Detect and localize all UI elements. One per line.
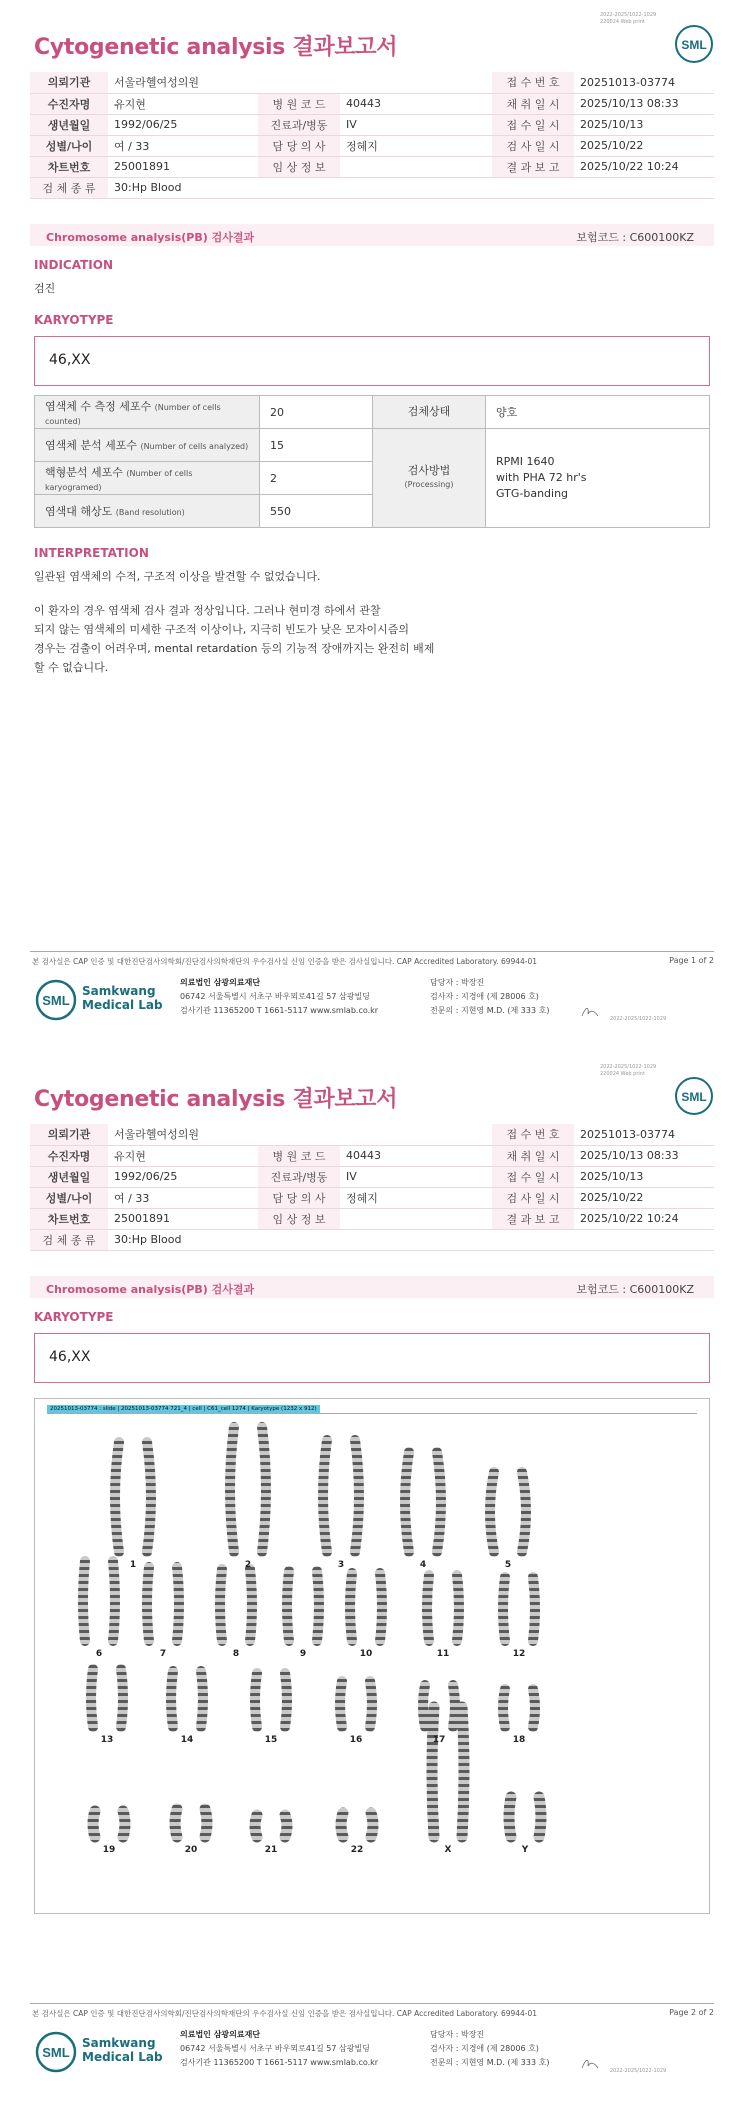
band-label-en: (Band resolution) (115, 508, 185, 517)
chromosome-1 (147, 1442, 151, 1552)
collect-label: 채 취 일 시 (492, 93, 574, 114)
doctor-value: 정혜지 (340, 1187, 492, 1208)
chromosome-label-3: 3 (337, 1560, 345, 1570)
footer-divider (30, 951, 714, 952)
chromosome-label-2: 2 (244, 1560, 252, 1570)
doctor-label: 담 당 의 사 (258, 135, 340, 156)
indication-heading: INDICATION (34, 258, 113, 272)
chromosome-18 (503, 1689, 505, 1727)
test-label: 검 사 일 시 (492, 135, 574, 156)
chart-value: 25001891 (108, 1208, 258, 1229)
signatory-line: 담당자 : 박장진 (430, 978, 485, 987)
signatory-line: 검사자 : 지경애 (제 28006 호) (430, 992, 539, 1001)
chromosome-label-6: 6 (95, 1649, 103, 1659)
svg-text:SML: SML (681, 38, 707, 52)
chromosome-5 (490, 1472, 494, 1552)
result-value: 2025/10/22 10:24 (574, 156, 714, 177)
org-name: 의료법인 삼광의료재단 (180, 2030, 261, 2039)
interpretation-line: 되지 않는 염색체의 미세한 구조적 이상이나, 지극히 빈도가 낮은 모자이시즘의 (34, 623, 409, 636)
method-line: with PHA 72 hr's (496, 471, 587, 484)
hospital-code-label: 병 원 코 드 (258, 1145, 340, 1166)
chromosome-label-9: 9 (299, 1649, 307, 1659)
chromosome-21 (285, 1815, 287, 1837)
dob-label: 생년월일 (30, 1166, 108, 1187)
interpretation-line: 이 환자의 경우 염색체 검사 결과 정상입니다. 그러나 현미경 하에서 관찰 (34, 604, 381, 617)
interpretation-paragraph (34, 601, 434, 677)
clinical-label: 임 상 정 보 (258, 1208, 340, 1229)
chromosome-label-19: 19 (102, 1845, 116, 1855)
stamp-line: 2022-2025/1022-1029 (600, 12, 657, 18)
chromosome-label-22: 22 (350, 1845, 364, 1855)
chromosome-label-4: 4 (419, 1560, 427, 1570)
patient-info-table (30, 72, 714, 199)
method-line: GTG-banding (496, 487, 569, 500)
org-info (180, 2028, 378, 2070)
institution-label: 의뢰기관 (30, 1124, 108, 1145)
chromosome-2 (230, 1427, 234, 1552)
insurance-code: 보험코드 : C600100KZ (576, 231, 694, 244)
signature-icon (580, 1004, 600, 1020)
org-contact: 검사기관 11365200 T 1661-5117 www.smlab.co.kr (180, 1006, 379, 1015)
chromosome-13 (91, 1669, 93, 1727)
chromosome-3 (323, 1440, 327, 1552)
patient-value: 유지현 (108, 93, 258, 114)
samkwang-logo (34, 2028, 184, 2078)
chromosome-label-18: 18 (512, 1735, 526, 1745)
chromosome-18 (533, 1689, 535, 1727)
dob-value: 1992/06/25 (108, 1166, 258, 1187)
dob-value: 1992/06/25 (108, 114, 258, 135)
brand-line: Medical Lab (82, 2050, 163, 2064)
karyogram-chromosomes (35, 1399, 711, 1915)
result-value: 2025/10/22 10:24 (574, 1208, 714, 1229)
signatories (430, 2028, 549, 2070)
method-line: RPMI 1640 (496, 455, 555, 468)
test-label: 검 사 일 시 (492, 1187, 574, 1208)
chromosome-8 (220, 1569, 222, 1641)
report-title: Cytogenetic analysis 결과보고서 (34, 1087, 398, 1112)
method-label-en: (Processing) (404, 480, 454, 489)
chromosome-14 (171, 1671, 173, 1727)
chart-value: 25001891 (108, 156, 258, 177)
dept-value: IV (340, 114, 492, 135)
chromosome-Y (509, 1797, 511, 1837)
chromosome-label-5: 5 (504, 1560, 512, 1570)
karyogramed-value: 2 (260, 462, 373, 495)
chromosome-label-Y: Y (521, 1845, 529, 1855)
dob-label: 생년월일 (30, 114, 108, 135)
receipt-no-value: 20251013-03774 (574, 1124, 714, 1145)
chromosome-label-7: 7 (159, 1649, 167, 1659)
chromosome-2 (262, 1427, 266, 1552)
specimen-state-value: 양호 (486, 396, 710, 429)
band-label-ko: 염색대 해상도 (45, 505, 113, 518)
chromosome-15 (285, 1673, 287, 1727)
chromosome-17 (453, 1685, 455, 1727)
chromosome-X (432, 1707, 434, 1837)
report-title: Cytogenetic analysis 결과보고서 (34, 35, 398, 60)
chromosome-7 (177, 1567, 179, 1641)
karyogram-caption: 20251013-03774 : slide | 20251013-03774 721_4 | cell | C61_cell 1274 | Karyotype (1232 x 912) (47, 1405, 320, 1413)
footer-divider (30, 2003, 714, 2004)
sml-logo-icon (674, 24, 714, 64)
chromosome-11 (427, 1575, 429, 1641)
indication-text: 검진 (34, 282, 56, 295)
chromosome-13 (121, 1669, 123, 1727)
chromosome-X (462, 1707, 464, 1837)
signatory-line: 담당자 : 박장진 (430, 2030, 485, 2039)
chromosome-label-13: 13 (100, 1735, 114, 1745)
chart-label: 차트번호 (30, 156, 108, 177)
stamp-line: 2022-2025/1022-1029 (600, 1064, 657, 1070)
clinical-value (340, 1208, 492, 1229)
specimen-label: 검 체 종 류 (30, 1229, 108, 1250)
samkwang-logo (34, 976, 184, 1026)
karyogramed-label (35, 462, 260, 495)
org-info (180, 976, 378, 1018)
signatory-line: 전문의 : 지현영 M.D. (제 333 호) (430, 2058, 550, 2067)
method-value (486, 429, 710, 528)
chromosome-6 (83, 1561, 85, 1641)
brand-name (82, 984, 163, 1012)
result-label: 결 과 보 고 (492, 156, 574, 177)
counted-label (35, 396, 260, 429)
chromosome-20 (205, 1809, 207, 1837)
chromosome-19 (123, 1811, 125, 1837)
chromosome-Y (539, 1797, 541, 1837)
signatory-line: 전문의 : 지현영 M.D. (제 333 호) (430, 1006, 550, 1015)
signatories (430, 976, 549, 1018)
svg-text:SML: SML (42, 993, 70, 1008)
clinical-value (340, 156, 492, 177)
chromosome-15 (255, 1673, 257, 1727)
hospital-code-value: 40443 (340, 93, 492, 114)
analyzed-label-ko: 염색체 분석 세포수 (45, 439, 138, 452)
section-title: Chromosome analysis(PB) 검사결과 (46, 1283, 255, 1296)
institution-value: 서울라헬여성의원 (108, 1124, 492, 1145)
patient-label: 수진자명 (30, 1145, 108, 1166)
karyogramed-label-en: (Number of cells karyogramed) (45, 468, 193, 492)
chromosome-8 (250, 1569, 252, 1641)
chromosome-label-20: 20 (184, 1845, 198, 1855)
specimen-label: 검 체 종 류 (30, 177, 108, 198)
receive-label: 접 수 일 시 (492, 1166, 574, 1187)
chromosome-17 (423, 1685, 425, 1727)
stamp-line: 220024 Web print (600, 1071, 645, 1077)
chromosome-4 (437, 1452, 441, 1552)
chromosome-label-12: 12 (512, 1649, 526, 1659)
band-label (35, 495, 260, 528)
receive-value: 2025/10/13 (574, 1166, 714, 1187)
chromosome-5 (522, 1472, 526, 1552)
print-stamp (600, 1064, 656, 1078)
sml-logo-icon (674, 1076, 714, 1116)
analyzed-label (35, 429, 260, 462)
stamp-line: 220024 Web print (600, 19, 645, 25)
receipt-no-label: 접 수 번 호 (492, 72, 574, 93)
sexage-value: 여 / 33 (108, 135, 258, 156)
karyotype-heading: KARYOTYPE (34, 313, 114, 327)
hospital-code-label: 병 원 코 드 (258, 93, 340, 114)
chromosome-1 (115, 1442, 119, 1552)
counted-label-ko: 염색체 수 측정 세포수 (45, 399, 152, 413)
dept-value: IV (340, 1166, 492, 1187)
chromosome-7 (147, 1567, 149, 1641)
dept-label: 진료과/병동 (258, 1166, 340, 1187)
receipt-no-value: 20251013-03774 (574, 72, 714, 93)
chromosome-9 (317, 1571, 319, 1641)
collect-value: 2025/10/13 08:33 (574, 1145, 714, 1166)
receive-value: 2025/10/13 (574, 114, 714, 135)
chromosome-22 (371, 1813, 373, 1837)
chromosome-11 (457, 1575, 459, 1641)
svg-text:SML: SML (42, 2045, 70, 2060)
interpretation-heading: INTERPRETATION (34, 546, 149, 560)
clinical-label: 임 상 정 보 (258, 156, 340, 177)
signatory-line: 검사자 : 지경애 (제 28006 호) (430, 2044, 539, 2053)
brand-line: Samkwang (82, 2036, 156, 2050)
chromosome-16 (370, 1681, 372, 1727)
cap-statement: 본 검사실은 CAP 인증 및 대한진단검사의학회/진단검사의학재단의 우수검사실 신임 인증을 받은 검사실입니다. CAP Accredited Laboratory. 69944-01 (32, 957, 538, 966)
karyogramed-label-ko: 핵형분석 세포수 (45, 465, 123, 479)
chromosome-label-8: 8 (232, 1649, 240, 1659)
org-contact: 검사기관 11365200 T 1661-5117 www.smlab.co.kr (180, 2058, 379, 2067)
section-title: Chromosome analysis(PB) 검사결과 (46, 231, 255, 244)
analyzed-value: 15 (260, 429, 373, 462)
chart-label: 차트번호 (30, 1208, 108, 1229)
specimen-state-label: 검체상태 (373, 396, 486, 429)
chromosome-label-15: 15 (264, 1735, 278, 1745)
band-value: 550 (260, 495, 373, 528)
brand-line: Samkwang (82, 984, 156, 998)
karyogram-image (34, 1398, 710, 1914)
method-label-ko: 검사방법 (407, 464, 451, 477)
print-stamp-footer: 2022-2025/1022-1029 (610, 2068, 667, 2074)
collect-label: 채 취 일 시 (492, 1145, 574, 1166)
receive-label: 접 수 일 시 (492, 114, 574, 135)
print-stamp (600, 12, 656, 26)
chromosome-4 (405, 1452, 409, 1552)
chromosome-22 (341, 1813, 343, 1837)
specimen-value: 30:Hp Blood (108, 177, 714, 198)
section-bar (30, 1276, 714, 1298)
chromosome-12 (533, 1577, 535, 1641)
chromosome-14 (201, 1671, 203, 1727)
patient-label: 수진자명 (30, 93, 108, 114)
interpretation-line1: 일관된 염색체의 수적, 구조적 이상을 발견할 수 없었습니다. (34, 570, 321, 583)
dept-label: 진료과/병동 (258, 114, 340, 135)
interpretation-line: 할 수 없습니다. (34, 661, 109, 674)
chromosome-16 (340, 1681, 342, 1727)
chromosome-10 (350, 1573, 352, 1641)
patient-info-table (30, 1124, 714, 1251)
collect-value: 2025/10/13 08:33 (574, 93, 714, 114)
chromosome-20 (175, 1809, 177, 1837)
doctor-label: 담 당 의 사 (258, 1187, 340, 1208)
chromosome-21 (255, 1815, 257, 1837)
org-name: 의료법인 삼광의료재단 (180, 978, 261, 987)
specimen-value: 30:Hp Blood (108, 1229, 714, 1250)
signature-icon (580, 2056, 600, 2072)
test-value: 2025/10/22 (574, 135, 714, 156)
cell-stats-table (34, 395, 710, 528)
brand-line: Medical Lab (82, 998, 163, 1012)
chromosome-label-14: 14 (180, 1735, 194, 1745)
analyzed-label-en: (Number of cells analyzed) (140, 442, 249, 451)
institution-value: 서울라헬여성의원 (108, 72, 492, 93)
org-address: 06742 서울특별시 서초구 바우뫼로41길 57 삼광빌딩 (180, 2044, 370, 2053)
chromosome-label-11: 11 (436, 1649, 450, 1659)
org-address: 06742 서울특별시 서초구 바우뫼로41길 57 삼광빌딩 (180, 992, 370, 1001)
karyotype-heading: KARYOTYPE (34, 1310, 114, 1324)
counted-value: 20 (260, 396, 373, 429)
institution-label: 의뢰기관 (30, 72, 108, 93)
patient-value: 유지현 (108, 1145, 258, 1166)
chromosome-label-16: 16 (349, 1735, 363, 1745)
page-number: Page 2 of 2 (669, 2008, 714, 2017)
section-bar (30, 224, 714, 246)
karyotype-box: 46,XX (34, 336, 710, 386)
doctor-value: 정혜지 (340, 135, 492, 156)
insurance-code: 보험코드 : C600100KZ (576, 1283, 694, 1296)
interpretation-line: 경우는 검출이 어려우며, mental retardation 등의 기능적 장애까지는 완전히 배제 (34, 642, 435, 655)
chromosome-label-1: 1 (129, 1560, 137, 1570)
chromosome-10 (380, 1573, 382, 1641)
chromosome-9 (287, 1571, 289, 1641)
method-label (373, 429, 486, 528)
svg-text:SML: SML (681, 1090, 707, 1104)
chromosome-3 (355, 1440, 359, 1552)
chromosome-19 (93, 1811, 95, 1837)
cap-statement: 본 검사실은 CAP 인증 및 대한진단검사의학회/진단검사의학재단의 우수검사실 신임 인증을 받은 검사실입니다. CAP Accredited Laboratory. 69944-01 (32, 2009, 538, 2018)
sml-logo-icon (34, 978, 78, 1022)
sexage-value: 여 / 33 (108, 1187, 258, 1208)
hospital-code-value: 40443 (340, 1145, 492, 1166)
brand-name (82, 2036, 163, 2064)
sml-logo-icon (34, 2030, 78, 2074)
chromosome-label-17: 17 (432, 1735, 446, 1745)
chromosome-label-21: 21 (264, 1845, 278, 1855)
chromosome-6 (113, 1561, 115, 1641)
sexage-label: 성별/나이 (30, 135, 108, 156)
chromosome-label-X: X (444, 1845, 452, 1855)
page-number: Page 1 of 2 (669, 956, 714, 965)
counted-label-en: (Number of cells counted) (45, 402, 221, 426)
result-label: 결 과 보 고 (492, 1208, 574, 1229)
chromosome-label-10: 10 (359, 1649, 373, 1659)
karyotype-box: 46,XX (34, 1333, 710, 1383)
sexage-label: 성별/나이 (30, 1187, 108, 1208)
receipt-no-label: 접 수 번 호 (492, 1124, 574, 1145)
print-stamp-footer: 2022-2025/1022-1029 (610, 1016, 667, 1022)
chromosome-12 (503, 1577, 505, 1641)
test-value: 2025/10/22 (574, 1187, 714, 1208)
